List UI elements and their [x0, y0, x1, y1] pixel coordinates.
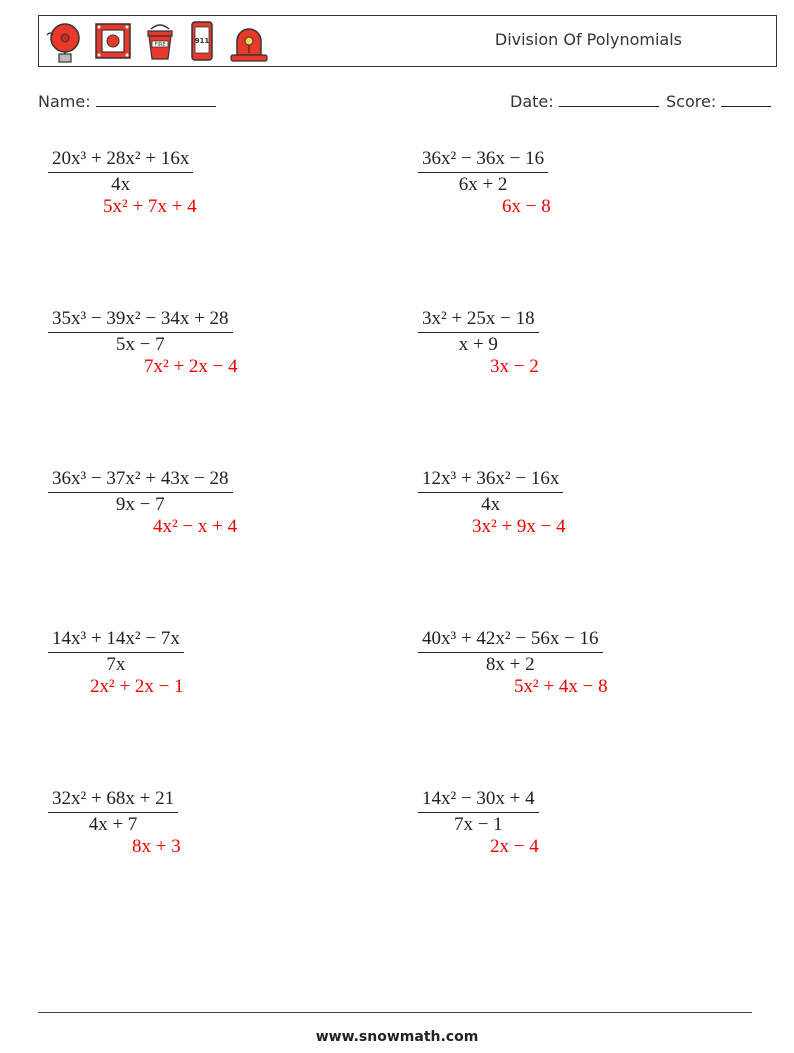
- denominator: 4x: [111, 174, 131, 195]
- answer: 3x − 2: [490, 356, 539, 377]
- problem-6: [418, 468, 566, 537]
- answer: 5x² + 4x − 8: [514, 676, 608, 697]
- problem-3: [48, 308, 238, 377]
- name-line[interactable]: [96, 92, 216, 107]
- worksheet-header: [38, 15, 777, 67]
- score-field[interactable]: [666, 92, 771, 111]
- phone-911-icon: [187, 19, 217, 65]
- numerator: 14x² − 30x + 4: [418, 788, 539, 813]
- answer: 4x² − x + 4: [153, 516, 238, 537]
- numerator: 3x² + 25x − 18: [418, 308, 539, 333]
- worksheet-title: Division Of Polynomials: [494, 30, 682, 49]
- answer: 2x − 4: [490, 836, 539, 857]
- numerator: 40x³ + 42x² − 56x − 16: [418, 628, 603, 653]
- answer: 8x + 3: [132, 836, 181, 857]
- problem-9: [48, 788, 181, 857]
- score-label: Score:: [666, 92, 717, 111]
- svg-text:911: 911: [194, 37, 210, 45]
- fire-alarm-panel-icon: [93, 19, 133, 65]
- answer: 5x² + 7x + 4: [103, 196, 197, 217]
- problem-5: [48, 468, 238, 537]
- denominator: 7x: [106, 654, 126, 675]
- denominator: 4x + 7: [88, 814, 138, 835]
- numerator: 20x³ + 28x² + 16x: [48, 148, 193, 173]
- name-label: Name:: [38, 92, 91, 111]
- name-field[interactable]: [38, 92, 216, 111]
- icon-strip: [43, 19, 271, 65]
- problem-1: [48, 148, 197, 217]
- svg-text:FIRE: FIRE: [154, 42, 166, 48]
- date-line[interactable]: [559, 92, 659, 107]
- score-line[interactable]: [721, 92, 771, 107]
- fire-bell-icon: [43, 19, 83, 65]
- problem-7: [48, 628, 184, 697]
- denominator: 7x − 1: [453, 814, 503, 835]
- denominator: 8x + 2: [485, 654, 535, 675]
- denominator: 9x − 7: [115, 494, 165, 515]
- footer-url[interactable]: www.snowmath.com: [315, 1029, 479, 1045]
- numerator: 32x² + 68x + 21: [48, 788, 178, 813]
- date-label: Date:: [510, 92, 554, 111]
- answer: 7x² + 2x − 4: [144, 356, 238, 377]
- date-field[interactable]: [510, 92, 659, 111]
- problem-2: [418, 148, 551, 217]
- denominator: 5x − 7: [115, 334, 165, 355]
- problem-4: [418, 308, 539, 377]
- denominator: 4x: [481, 494, 501, 515]
- denominator: 6x + 2: [458, 174, 508, 195]
- problem-10: [418, 788, 539, 857]
- footer-divider: [38, 1012, 752, 1013]
- problem-8: [418, 628, 608, 697]
- numerator: 35x³ − 39x² − 34x + 28: [48, 308, 233, 333]
- numerator: 36x³ − 37x² + 43x − 28: [48, 468, 233, 493]
- numerator: 36x² − 36x − 16: [418, 148, 548, 173]
- siren-light-icon: [227, 19, 271, 65]
- numerator: 14x³ + 14x² − 7x: [48, 628, 184, 653]
- answer: 3x² + 9x − 4: [472, 516, 566, 537]
- numerator: 12x³ + 36x² − 16x: [418, 468, 563, 493]
- fire-bucket-icon: [143, 19, 177, 65]
- denominator: x + 9: [458, 334, 498, 355]
- answer: 2x² + 2x − 1: [90, 676, 184, 697]
- answer: 6x − 8: [502, 196, 551, 217]
